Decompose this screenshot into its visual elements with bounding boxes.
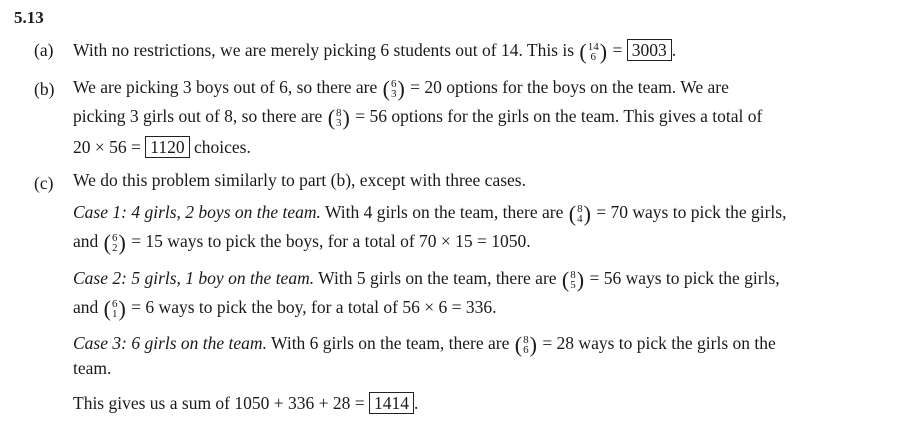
text: and [73, 297, 99, 318]
case-3-title: Case 3: 6 girls on the team. [73, 333, 267, 354]
binom-bottom: 1 [111, 308, 118, 320]
binom-bottom: 5 [570, 279, 576, 291]
text: = 56 ways to pick the girls, [589, 268, 780, 289]
answer-box-a: 3003 [627, 39, 672, 61]
case-1-line-1 [73, 203, 786, 225]
part-a-text: With no restrictions, we are merely picking 6 students out of 14. This is [73, 40, 575, 60]
text: This gives us a sum of 1050 + 336 + 28 = [73, 393, 365, 413]
text: = 6 ways to pick the boy, for a total of 56 × 6 = 336. [131, 297, 497, 318]
text: = 20 options for the boys on the team. We are [410, 77, 729, 98]
text: and [73, 231, 99, 252]
case-2-line-2 [73, 298, 496, 320]
part-b-line-2 [73, 107, 762, 129]
case-3-line-1 [73, 334, 776, 356]
part-b-line-1 [73, 78, 729, 100]
binom-top: 8 [577, 203, 583, 215]
text: 20 × 56 = [73, 137, 141, 157]
binomial-8-4: ( 8 4 ) [568, 201, 591, 226]
binom-top: 8 [523, 334, 529, 346]
answer-box-c: 1414 [369, 392, 414, 414]
answer-box-b: 1120 [145, 136, 189, 158]
text: = 28 ways to pick the girls on the [542, 333, 776, 354]
binom-top: 6 [111, 298, 118, 310]
binom-bottom: 3 [390, 88, 397, 100]
part-a-line [73, 39, 676, 63]
text: = 56 options for the girls on the team. This gives a total of [355, 106, 763, 127]
binomial-6-3: ( 6 3 ) [382, 76, 405, 101]
text: = 70 ways to pick the girls, [596, 202, 787, 223]
case-1-title: Case 1: 4 girls, 2 boys on the team. [73, 202, 321, 223]
case-3-line-2: team. [73, 358, 112, 378]
sum-line [73, 392, 418, 414]
part-b-line-3 [73, 136, 251, 158]
binom-top: 14 [587, 40, 599, 53]
problem-number: 5.13 [14, 8, 44, 27]
binomial-14-6: ( 14 6 ) [579, 38, 608, 64]
binom-bottom: 6 [523, 344, 529, 356]
part-c-label: (c) [34, 173, 54, 193]
period: . [671, 40, 677, 60]
binom-top: 8 [336, 107, 342, 119]
text: picking 3 girls out of 8, so there are [73, 106, 323, 127]
text: With 4 girls on the team, there are [324, 202, 564, 223]
case-2-title: Case 2: 5 girls, 1 boy on the team. [73, 268, 315, 289]
binom-bottom: 3 [336, 117, 342, 129]
text: With 6 girls on the team, there are [271, 333, 510, 354]
binom-bottom: 2 [111, 242, 118, 254]
binomial-8-6: ( 8 6 ) [514, 332, 537, 357]
text: choices. [193, 137, 251, 157]
binomial-8-5: ( 8 5 ) [561, 267, 585, 292]
binomial-6-1: ( 6 1 ) [103, 296, 126, 321]
case-2-line-1 [73, 269, 780, 291]
binom-top: 6 [390, 78, 397, 90]
part-a-label: (a) [34, 40, 54, 60]
binomial-8-3: ( 8 3 ) [327, 105, 350, 130]
binom-bottom: 4 [577, 213, 583, 225]
binom-top: 6 [111, 232, 118, 244]
text: With 5 girls on the team, there are [318, 268, 557, 289]
equals-sign: = [612, 40, 623, 60]
text: = 15 ways to pick the boys, for a total of 70 × 15 = 1050. [131, 231, 531, 252]
binom-top: 8 [570, 269, 576, 281]
part-c-intro: We do this problem similarly to part (b), except with three cases. [73, 170, 526, 190]
binomial-6-2: ( 6 2 ) [103, 230, 126, 255]
period: . [414, 393, 419, 413]
text: We are picking 3 boys out of 6, so there are [73, 77, 378, 98]
binom-bottom: 6 [590, 50, 596, 63]
part-b-label: (b) [34, 79, 55, 99]
case-1-line-2 [73, 232, 531, 254]
